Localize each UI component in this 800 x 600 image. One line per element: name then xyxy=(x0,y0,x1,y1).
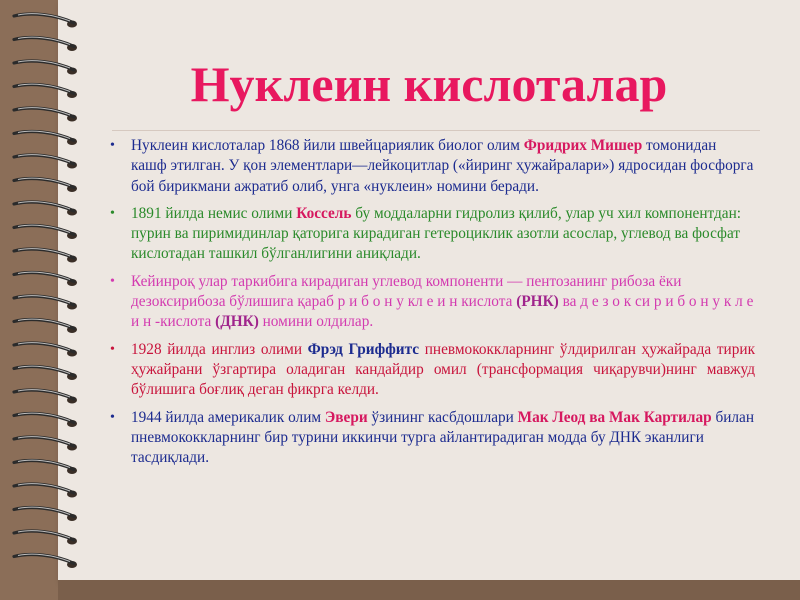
spiral-ring-icon xyxy=(14,343,77,357)
scientist-names: Мак Леод ва Мак Картилар xyxy=(517,408,712,426)
bullet-dot-icon: • xyxy=(110,409,115,425)
spiral-ring-icon xyxy=(14,554,77,568)
scientist-name: Коссель xyxy=(296,204,352,222)
bullet-dot-icon: • xyxy=(110,273,115,289)
spiral-ring-icon xyxy=(14,460,77,474)
abbreviation-dna: (ДНК) xyxy=(215,313,259,331)
spiral-ring-icon xyxy=(14,178,77,192)
bullet-text: ўзининг касбдошлари xyxy=(367,408,518,426)
spiral-ring-icon xyxy=(14,14,77,28)
spiral-ring-icon xyxy=(14,202,77,216)
bullet-item-2 xyxy=(110,204,755,265)
bullet-text: 1891 йилда немис олими xyxy=(131,204,297,222)
spiral-ring-icon xyxy=(14,390,77,404)
scientist-name: Фрэд Гриффитс xyxy=(307,340,420,358)
spiral-ring-icon xyxy=(14,319,77,333)
bullet-dot-icon: • xyxy=(110,205,115,221)
bullet-item-4 xyxy=(110,340,755,401)
bullet-item-5 xyxy=(110,408,755,469)
page-shadow xyxy=(58,580,800,600)
spiral-ring-icon xyxy=(14,249,77,263)
bullet-text: номини олдилар. xyxy=(258,313,374,331)
bullet-text: томонидан кашф этилган. У қон элементлари—лейкоцитлар («йиринг ҳужайралари») ядросидан фосфорга бой бирикмани ажратиб олиб, унга «нуклеин» номини беради. xyxy=(131,137,754,195)
scientist-name: Эвери xyxy=(324,408,368,426)
bullet-text: 1944 йилда америкалик олим xyxy=(131,408,325,426)
spiral-ring-icon xyxy=(14,155,77,169)
bullet-dot-icon: • xyxy=(110,341,115,357)
title-divider xyxy=(112,130,760,131)
spiral-ring-icon xyxy=(14,437,77,451)
spiral-ring-icon xyxy=(14,413,77,427)
bullet-text: ва д е з о к си р и б о н у к л е и н -кислота xyxy=(131,293,754,331)
bullet-dot-icon: • xyxy=(110,138,115,153)
slide-title: Нуклеин кислоталар xyxy=(190,56,668,112)
spiral-ring-icon xyxy=(14,37,77,51)
bullet-item-3 xyxy=(110,272,755,333)
spiral-ring-icon xyxy=(14,131,77,145)
bullet-text: Нуклеин кислоталар 1868 йили швейцариялик биолог олим xyxy=(131,137,524,154)
bullet-text: Кейинроқ улар таркибига кирадиган углевод компоненти — пентозанинг рибоза ёки дезоксирибоза бўлишига қараб р и б о н у кл е и н кислота xyxy=(131,272,682,311)
abbreviation-rna: (РНК) xyxy=(516,293,559,311)
spiral-ring-icon xyxy=(14,484,77,498)
spiral-ring-icon xyxy=(14,531,77,545)
spiral-ring-icon xyxy=(14,507,77,521)
scientist-name: Фридрих Мишер xyxy=(523,137,643,154)
bullet-list xyxy=(110,136,755,475)
spiral-ring-icon xyxy=(14,296,77,310)
spiral-ring-icon xyxy=(14,272,77,286)
bullet-text: 1928 йилда инглиз олими xyxy=(131,340,308,358)
bullet-text: бу моддаларни гидролиз қилиб, улар уч хил компонентдан: пурин ва пиримидинлар қаторига кирадиган гетероциклик азотли асослар, углевод ва фосфат кислотадан ташкил бўлганлигини аниқлади. xyxy=(131,204,742,263)
bullet-text: пневмококкларнинг ўлдирилган ҳужайрада тирик ҳужайрани ўзгартира оладиган кандайдир омил (трансформация чиқарувчи)нинг мавжуд бўлишига боғлиқ деган фикрга келди. xyxy=(131,340,755,399)
spiral-ring-icon xyxy=(14,366,77,380)
spiral-ring-icon xyxy=(14,225,77,239)
bullet-item-1 xyxy=(110,136,755,197)
bullet-text: билан пневмококкларнинг бир турини иккинчи турга айлантирадиган модда бу ДНК эканлиги тасдиқлади. xyxy=(131,408,755,467)
